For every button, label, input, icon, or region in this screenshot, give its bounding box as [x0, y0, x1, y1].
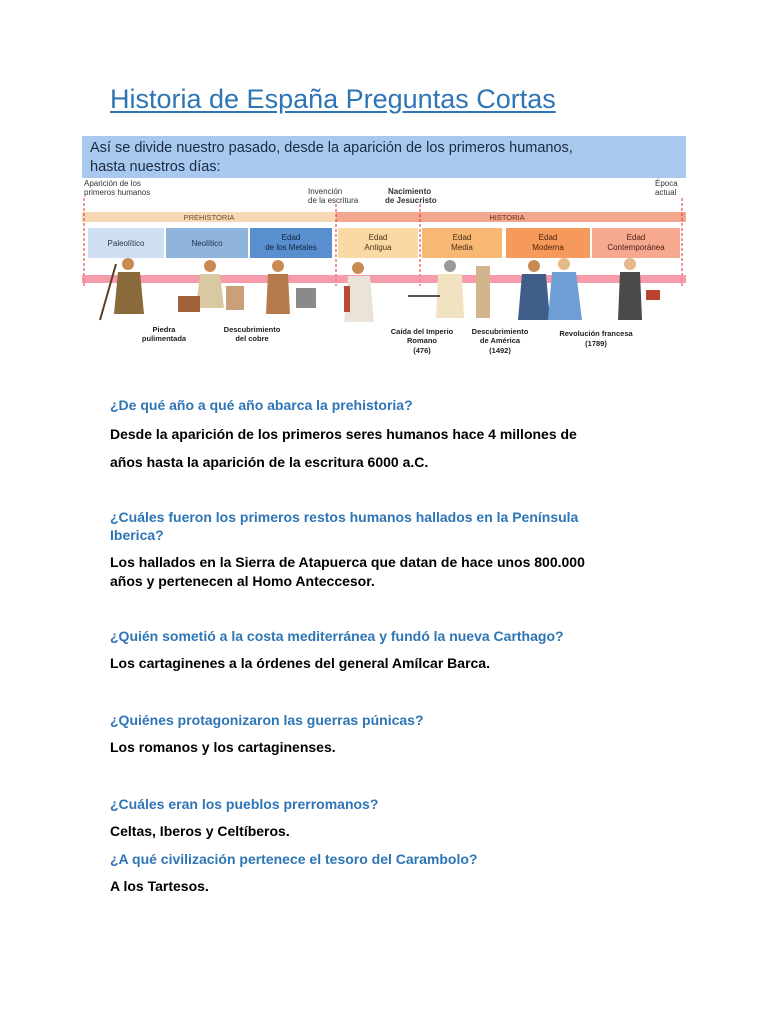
event-roma-3: (476) [413, 346, 431, 355]
label-nacimiento-2: de Jesucristo [385, 196, 437, 205]
period-metales-label-1: Edad [281, 233, 301, 242]
page-title: Historia de España Preguntas Cortas [110, 84, 556, 114]
banner-line-1: Así se divide nuestro pasado, desde la aparición de los primeros humanos, [90, 140, 573, 156]
figure-antigua [344, 262, 374, 322]
question-1: ¿De qué año a qué año abarca la prehistoria? [110, 397, 413, 413]
time-axis-bar [82, 275, 686, 283]
event-america-2: de América [479, 336, 521, 345]
prehistoria-label: PREHISTORIA [183, 213, 235, 222]
event-roma-1: Caída del Imperio [390, 327, 454, 336]
answer-1-line-2: años hasta la aparición de la escritura 6000 a.C. [110, 454, 429, 470]
answer-3: Los cartaginenes a la órdenes del general Amílcar Barca. [110, 655, 490, 671]
question-3: ¿Quién sometió a la costa mediterránea y fundó la nueva Carthago? [110, 628, 564, 644]
figure-metales [266, 260, 316, 314]
period-contemporanea-label-2: Contemporánea [607, 243, 665, 252]
figure-media [408, 260, 490, 318]
figure-contemporanea [618, 258, 660, 320]
event-roma-2: Romano [407, 336, 437, 345]
label-invencion-1: Invención [308, 187, 343, 196]
period-metales-label-2: de los Metales [265, 243, 317, 252]
event-america-1: Descubrimiento [471, 327, 529, 336]
event-revolucion-2: (1789) [585, 339, 607, 348]
label-invencion-2: de la escritura [308, 196, 359, 205]
answer-5: Celtas, Iberos y Celtíberos. [110, 823, 290, 839]
period-contemporanea-label-1: Edad [626, 233, 646, 242]
figure-neolitico [178, 260, 244, 312]
figure-moderna [518, 258, 582, 320]
period-media-label-1: Edad [452, 233, 472, 242]
question-6: ¿A qué civilización pertenece el tesoro del Carambolo? [110, 851, 478, 867]
event-piedra-1: Piedra [152, 325, 176, 334]
period-boxes [88, 228, 680, 258]
answer-1-line-1: Desde la aparición de los primeros seres humanos hace 4 millones de [110, 426, 577, 442]
answer-2-line-1: Los hallados en la Sierra de Atapuerca que datan de hace unos 800.000 [110, 554, 585, 570]
question-4: ¿Quiénes protagonizaron las guerras púnicas? [110, 712, 424, 728]
timeline-infographic [82, 136, 686, 360]
period-moderna-label-2: Moderna [532, 243, 564, 252]
period-antigua-label-2: Antigua [364, 243, 392, 252]
figure-paleolitico [100, 258, 144, 320]
event-cobre-2: del cobre [235, 334, 269, 343]
label-epoca-1: Época [655, 179, 678, 188]
period-paleolitico-label: Paleolítico [107, 239, 145, 248]
label-aparicion-2: primeros humanos [84, 188, 151, 197]
label-aparicion-1: Aparición de los [84, 179, 141, 188]
label-epoca-2: actual [655, 188, 677, 197]
event-america-3: (1492) [489, 346, 511, 355]
period-neolitico-label: Neolítico [191, 239, 223, 248]
event-piedra-2: pulimentada [141, 334, 187, 343]
label-nacimiento-1: Nacimiento [388, 187, 432, 196]
historical-figures-illustration [100, 258, 660, 322]
question-5: ¿Cuáles eran los pueblos prerromanos? [110, 796, 379, 812]
period-media-label-2: Media [451, 243, 473, 252]
historia-label: HISTORIA [489, 213, 525, 222]
period-antigua-label-1: Edad [368, 233, 388, 242]
event-revolucion-1: Revolución francesa [559, 329, 633, 338]
answer-4: Los romanos y los cartaginenses. [110, 739, 336, 755]
event-cobre-1: Descubrimiento [223, 325, 281, 334]
banner-line-2: hasta nuestros días: [90, 159, 221, 175]
question-2-line-2: Iberica? [110, 527, 164, 543]
period-moderna-label-1: Edad [538, 233, 558, 242]
timeline-svg [82, 136, 686, 360]
answer-6: A los Tartesos. [110, 878, 209, 894]
answer-2-line-2: años y pertenecen al Homo Anteccesor. [110, 573, 375, 589]
question-2-line-1: ¿Cuáles fueron los primeros restos humanos hallados en la Península [110, 509, 579, 525]
